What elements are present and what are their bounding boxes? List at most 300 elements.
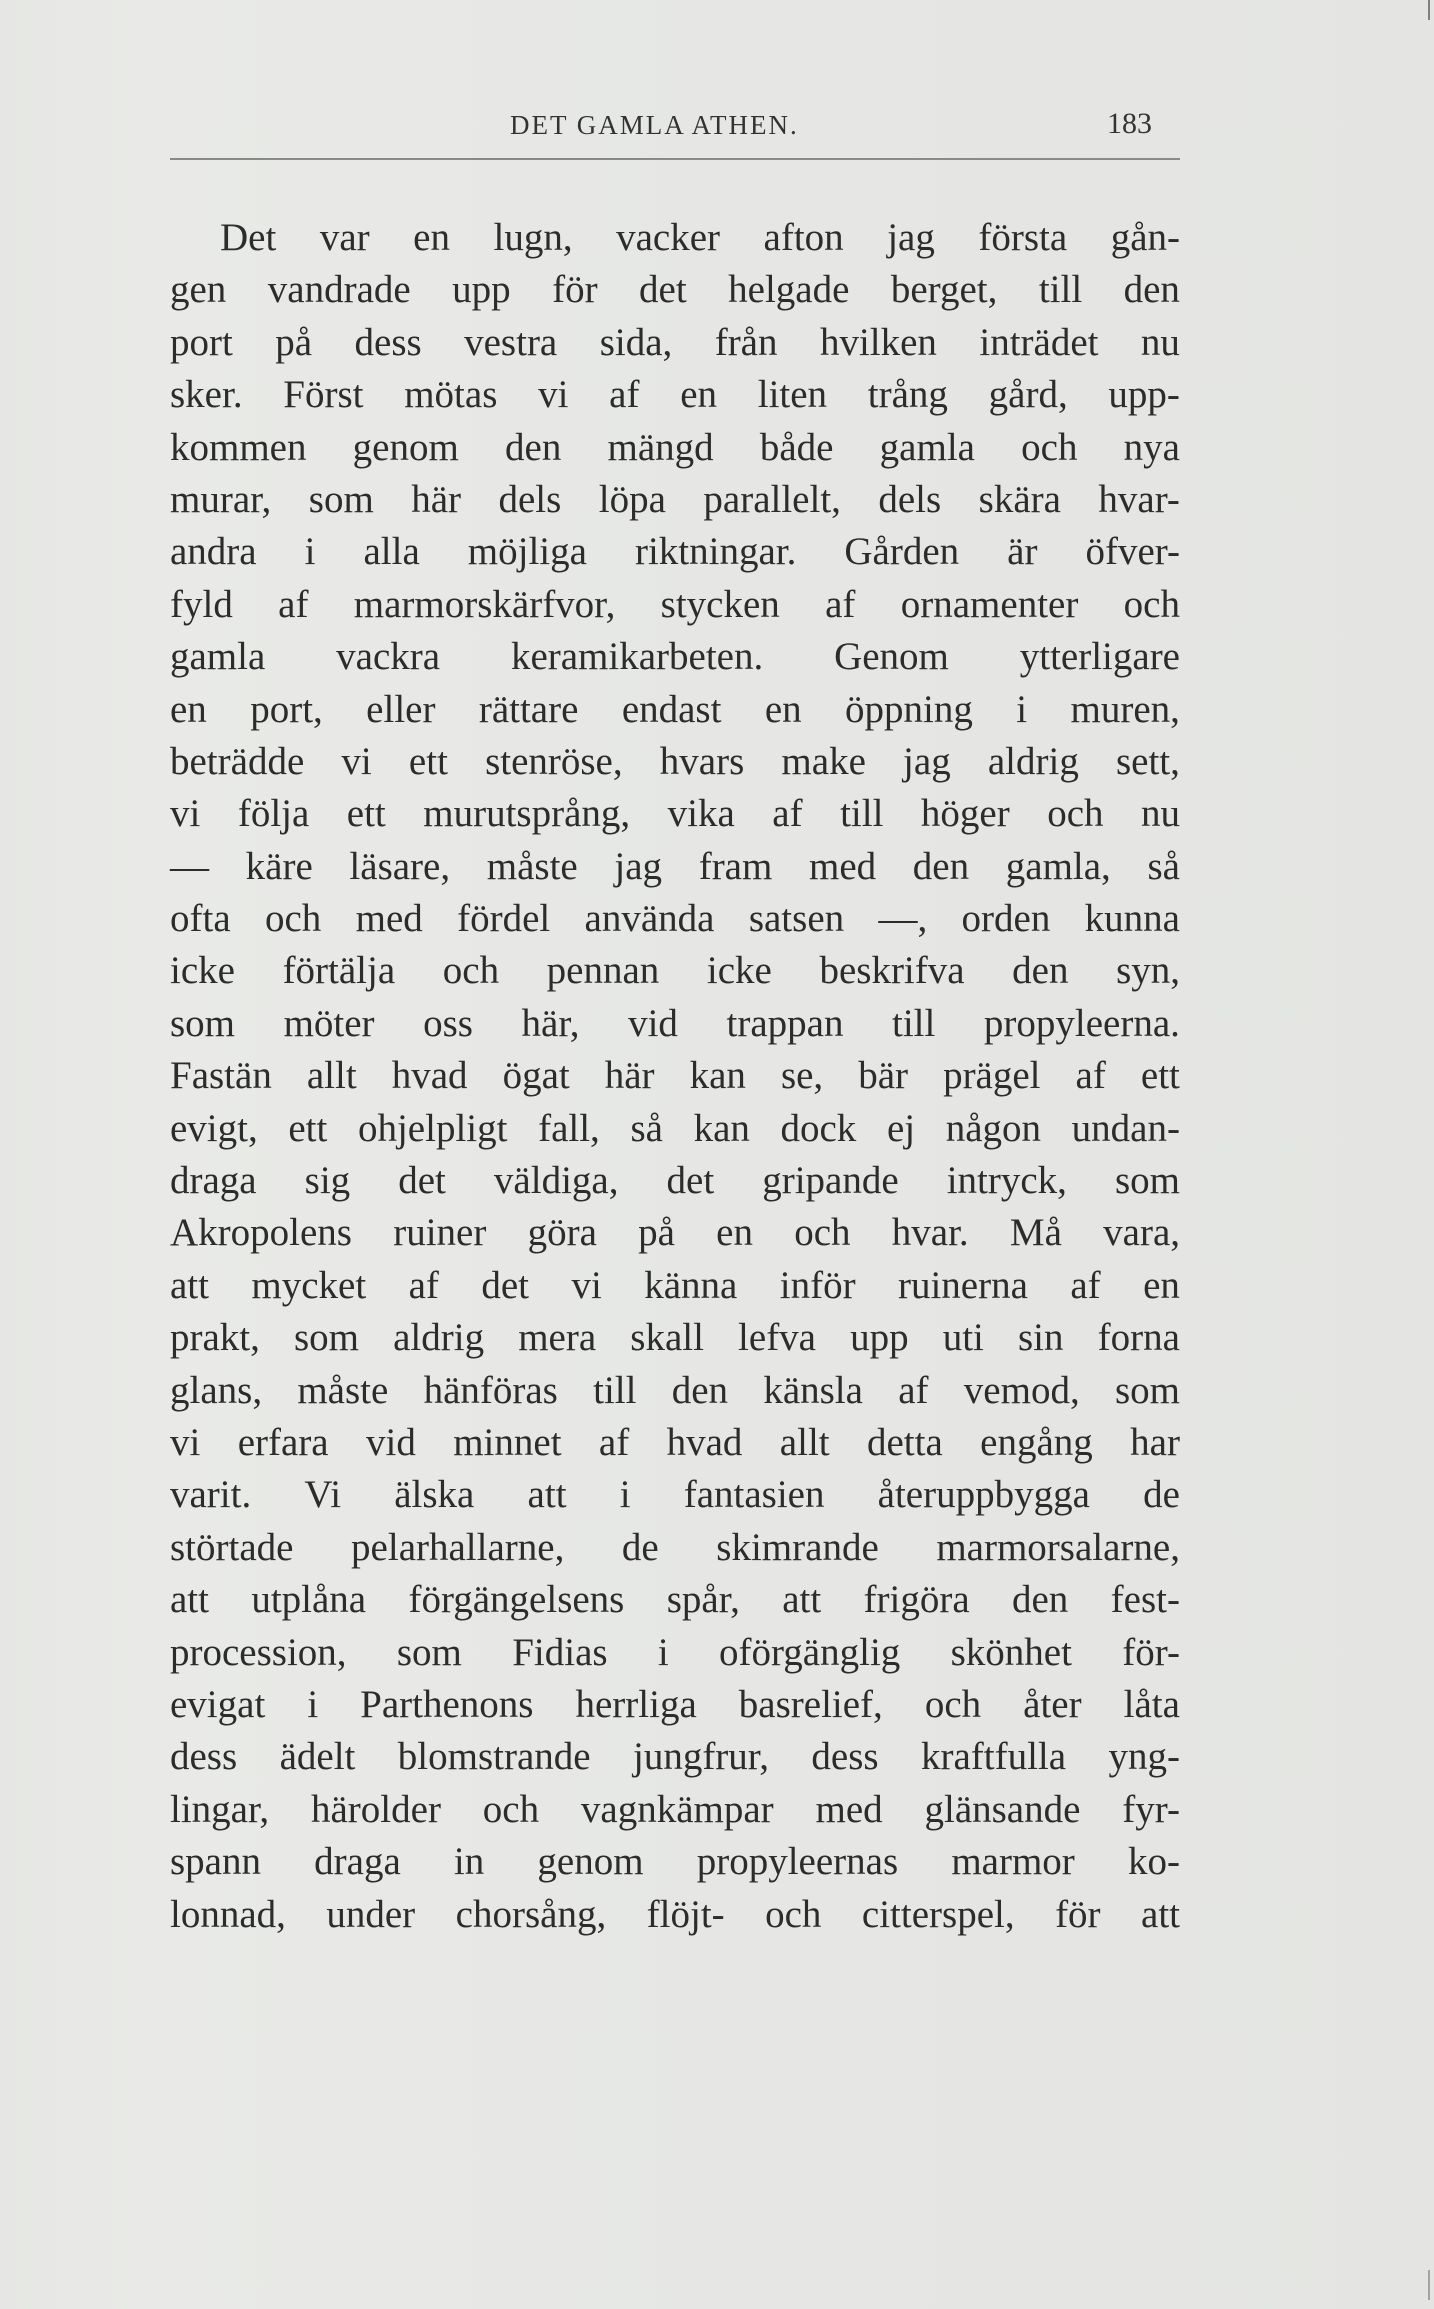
word: i <box>657 1630 669 1674</box>
word: till <box>593 1368 637 1412</box>
text-line <box>170 474 1180 526</box>
word: vackra <box>336 635 441 679</box>
word: öfver- <box>1085 530 1180 574</box>
word: evigat <box>170 1682 266 1726</box>
text-line <box>170 1522 1180 1574</box>
word: port <box>170 320 233 364</box>
word: hvilken <box>819 320 937 364</box>
word: vi <box>571 1263 602 1307</box>
word: en <box>170 687 207 731</box>
word: löpa <box>598 477 666 521</box>
word: glänsande <box>924 1787 1081 1831</box>
running-head: DET GAMLA ATHEN. <box>510 110 799 140</box>
word: skära <box>978 477 1061 521</box>
word: murar, <box>170 477 272 521</box>
word: icke <box>706 949 772 993</box>
word: dels <box>878 477 942 521</box>
word: hvad <box>666 1420 743 1464</box>
word: prakt, <box>170 1316 260 1360</box>
text-line <box>170 369 1180 421</box>
word: vacker <box>616 216 721 259</box>
word: Fidias <box>512 1630 608 1674</box>
word: marmorskärfvor, <box>353 582 616 626</box>
word: ruiner <box>393 1211 487 1255</box>
word: ohjelpligt <box>357 1106 508 1150</box>
word: syn, <box>1116 949 1180 993</box>
word: —, <box>878 897 928 941</box>
word: åter <box>1023 1682 1082 1726</box>
word: en <box>413 216 450 259</box>
word: engång <box>980 1420 1093 1464</box>
word: väldiga, <box>493 1159 619 1203</box>
word: första <box>978 216 1068 259</box>
word: som <box>308 477 374 521</box>
word: basrelief, <box>738 1682 883 1726</box>
word: alla <box>363 530 420 574</box>
word: ädelt <box>279 1735 356 1779</box>
word: ofta <box>170 897 231 941</box>
word: minnet <box>453 1420 562 1464</box>
word: ett <box>346 792 386 836</box>
text-line <box>170 1627 1180 1679</box>
word: flöjt- <box>646 1892 725 1936</box>
word: göra <box>527 1211 597 1255</box>
word: af <box>408 1263 439 1307</box>
word: aldrig <box>987 739 1079 783</box>
word: skönhet <box>950 1630 1072 1674</box>
word: vara, <box>1103 1211 1180 1255</box>
word: trappan <box>726 1001 844 1045</box>
word: procession, <box>170 1630 347 1674</box>
word: en <box>764 687 802 731</box>
word: störtade <box>170 1525 294 1569</box>
word: af <box>898 1368 929 1412</box>
word: se, <box>780 1054 824 1098</box>
word: återuppbygga <box>877 1473 1090 1517</box>
word: kunna <box>1084 897 1180 941</box>
word: citterspel, <box>861 1892 1015 1936</box>
word: mängd <box>607 425 714 469</box>
text-line <box>170 1365 1180 1417</box>
word: och <box>794 1211 851 1255</box>
word: yng- <box>1108 1735 1180 1779</box>
text-line <box>170 841 1180 893</box>
word: vagnkämpar <box>580 1787 774 1831</box>
text-line <box>170 631 1180 683</box>
word: stenröse, <box>485 739 623 783</box>
word: till <box>1038 268 1083 312</box>
word: förgängelsens <box>408 1578 625 1622</box>
word: ett <box>288 1106 328 1150</box>
word: sett, <box>1115 739 1180 783</box>
word: i <box>307 1682 319 1726</box>
word: den <box>1123 268 1180 312</box>
word: vi <box>341 739 372 783</box>
word: Vi <box>304 1473 342 1517</box>
word: förtälja <box>282 949 396 993</box>
word: att <box>170 1578 209 1622</box>
word: och <box>264 897 322 941</box>
word: käre <box>245 844 313 888</box>
word: helgade <box>728 268 850 312</box>
word: kraftfulla <box>920 1735 1067 1779</box>
word: intryck, <box>946 1159 1067 1203</box>
word: gamla <box>170 635 266 679</box>
word: ögat <box>502 1054 570 1098</box>
word: spår, <box>666 1578 740 1622</box>
word: gån- <box>1110 216 1180 259</box>
word: under <box>326 1892 416 1936</box>
word: nu <box>1140 320 1180 364</box>
word: muren, <box>1070 687 1180 731</box>
word: att <box>1141 1892 1180 1936</box>
word: aldrig <box>393 1316 485 1360</box>
page-header <box>170 98 1180 160</box>
text-line <box>170 893 1180 945</box>
word: det <box>481 1263 530 1307</box>
word: prägel <box>943 1054 1041 1098</box>
word: lingar, <box>170 1787 270 1831</box>
word: dess <box>811 1735 879 1779</box>
word: fall, <box>538 1106 600 1150</box>
word: fyr- <box>1122 1787 1180 1831</box>
word: sida, <box>599 320 673 364</box>
word: den <box>1012 949 1069 993</box>
word: gripande <box>762 1159 899 1203</box>
word: för <box>552 268 598 312</box>
word: ett <box>1140 1054 1180 1098</box>
word: med <box>355 897 423 941</box>
text-line <box>170 998 1180 1050</box>
word: trång <box>867 373 948 417</box>
word: vika <box>667 792 735 836</box>
word: uti <box>942 1316 984 1360</box>
word: ej <box>886 1106 916 1150</box>
word: Genom <box>834 635 949 679</box>
word: fyld <box>170 582 233 626</box>
word: vandrade <box>267 268 411 312</box>
word: blomstrande <box>397 1735 591 1779</box>
text-line <box>170 1469 1180 1521</box>
word: en <box>716 1211 753 1255</box>
word: fest- <box>1110 1578 1180 1622</box>
text-line <box>170 526 1180 578</box>
text-line <box>170 1050 1180 1102</box>
word: pennan <box>546 949 660 993</box>
word: upp <box>452 268 511 312</box>
word: ett <box>408 739 448 783</box>
word: kan <box>689 1054 746 1098</box>
word: dess <box>354 320 422 364</box>
word: erfara <box>237 1420 329 1464</box>
word: vestra <box>464 320 558 364</box>
word: af <box>278 582 309 626</box>
word: chorsång, <box>455 1892 607 1936</box>
word: här <box>604 1054 655 1098</box>
word: kommen <box>170 425 307 469</box>
word: som <box>170 1001 236 1045</box>
word: satsen <box>748 897 845 941</box>
word: och <box>924 1682 982 1726</box>
word: och <box>1021 425 1078 469</box>
word: gen <box>170 268 227 312</box>
word: ornamenter <box>900 582 1079 626</box>
word: jag <box>903 739 951 783</box>
text-line <box>170 736 1180 788</box>
word: att <box>782 1578 822 1622</box>
word: lefva <box>738 1316 816 1360</box>
word: i <box>619 1473 631 1517</box>
word: att <box>170 1263 209 1307</box>
word: forna <box>1097 1316 1180 1360</box>
word: allt <box>779 1420 830 1464</box>
text-line <box>170 1574 1180 1626</box>
word: hvars <box>659 739 745 783</box>
page-number: 183 <box>1107 107 1152 140</box>
word: mycket <box>251 1263 367 1307</box>
word: gamla, <box>1005 844 1111 888</box>
word: här <box>411 477 462 521</box>
word: make <box>781 739 866 783</box>
text-line <box>170 684 1180 736</box>
word: spann <box>170 1840 261 1884</box>
word: genom <box>352 425 459 469</box>
word: eller <box>366 687 436 731</box>
word: upp <box>850 1316 909 1360</box>
word: dels <box>498 477 562 521</box>
text-line <box>170 1312 1180 1364</box>
word: jag <box>887 216 935 259</box>
word: som <box>396 1630 462 1674</box>
word: och <box>482 1787 540 1831</box>
word: pelarhallarne, <box>351 1525 565 1569</box>
word: så <box>630 1106 663 1150</box>
word: evigt, <box>170 1106 258 1150</box>
text-line <box>170 317 1180 369</box>
word: som <box>1114 1159 1180 1203</box>
word: liten <box>757 373 828 417</box>
word: i <box>1016 687 1028 731</box>
word: och <box>765 1892 822 1936</box>
text-line <box>170 945 1180 997</box>
word: möjliga <box>467 530 587 574</box>
word: med <box>815 1787 883 1831</box>
word: inträdet <box>979 320 1099 364</box>
word: orden <box>961 897 1051 941</box>
word: skimrande <box>716 1525 879 1569</box>
word: propyleerna. <box>983 1001 1180 1045</box>
word: den <box>671 1368 729 1412</box>
word: ko- <box>1127 1840 1180 1884</box>
word: herrliga <box>575 1682 697 1726</box>
word: draga <box>314 1840 401 1884</box>
word: det <box>639 268 687 312</box>
word: Det <box>220 216 277 259</box>
word: det <box>666 1159 715 1203</box>
word: vemod, <box>963 1368 1080 1412</box>
word: andra <box>170 530 257 574</box>
word: vid <box>628 1001 678 1045</box>
word: som <box>294 1316 360 1360</box>
word: hvar- <box>1098 477 1180 521</box>
word: fördel <box>457 897 551 941</box>
word: använda <box>584 897 715 941</box>
word: de <box>621 1525 659 1569</box>
scan-edge-mark <box>1428 0 1430 20</box>
word: stycken <box>660 582 780 626</box>
text-line <box>170 1679 1180 1731</box>
word: från <box>714 320 778 364</box>
word: älska <box>394 1473 475 1517</box>
word: lugn, <box>493 216 573 259</box>
word: sker. <box>170 373 243 417</box>
word: genom <box>537 1840 644 1884</box>
word: mera <box>518 1316 597 1360</box>
word: dock <box>780 1106 857 1150</box>
text-line <box>170 1731 1180 1783</box>
word: rättare <box>478 687 579 731</box>
word: jungfrur, <box>632 1735 769 1779</box>
word: af <box>598 1420 630 1464</box>
word: riktningar. <box>634 530 797 574</box>
word: upp- <box>1108 373 1180 417</box>
word: bär <box>858 1054 909 1098</box>
word: utplåna <box>251 1578 367 1622</box>
word: som <box>1114 1368 1180 1412</box>
word: med <box>808 844 877 888</box>
word: den <box>505 425 562 469</box>
word: i <box>304 530 316 574</box>
word: beträdde <box>170 739 305 783</box>
word: ytterligare <box>1019 635 1180 679</box>
word: på <box>275 320 313 364</box>
text-line <box>170 1417 1180 1469</box>
word: låta <box>1123 1682 1180 1726</box>
word: vid <box>366 1420 416 1464</box>
word: för <box>1055 1892 1101 1936</box>
word: glans, <box>170 1368 263 1412</box>
word: marmor <box>951 1840 1075 1884</box>
word: nu <box>1140 792 1180 836</box>
word: på <box>638 1211 675 1255</box>
word: mötas <box>404 373 498 417</box>
word: den <box>912 844 970 888</box>
word: sin <box>1018 1316 1064 1360</box>
word: af <box>1075 1054 1106 1098</box>
text-line <box>170 264 1180 316</box>
word: måste <box>297 1368 389 1412</box>
word: hvad <box>391 1054 468 1098</box>
word: propyleernas <box>696 1840 899 1884</box>
word: Parthenons <box>360 1682 534 1726</box>
word: den <box>1012 1578 1069 1622</box>
word: vi <box>170 792 201 836</box>
word: lonnad, <box>170 1892 286 1936</box>
word: draga <box>170 1159 257 1203</box>
word: in <box>453 1840 485 1884</box>
word: parallelt, <box>703 477 841 521</box>
word: var <box>319 216 370 259</box>
word: Akropolens <box>170 1211 352 1255</box>
word: och <box>1047 792 1104 836</box>
text-line <box>170 212 1180 264</box>
word: en <box>1143 1263 1180 1307</box>
word: en <box>680 373 718 417</box>
word: jag <box>614 844 663 888</box>
word: här, <box>521 1001 580 1045</box>
word: gamla <box>879 425 975 469</box>
word: Gården <box>844 530 960 574</box>
word: fantasien <box>683 1473 825 1517</box>
word: marmorsalarne, <box>936 1525 1180 1569</box>
word: afton <box>763 216 844 259</box>
word: någon <box>945 1106 1042 1150</box>
word: detta <box>867 1420 943 1464</box>
word: fram <box>698 844 773 888</box>
word: höger <box>920 792 1010 836</box>
word: undan- <box>1071 1106 1180 1150</box>
word: följa <box>237 792 310 836</box>
word: kan <box>693 1106 750 1150</box>
word: icke <box>170 949 235 993</box>
word: frigöra <box>863 1578 970 1622</box>
word: Må <box>1009 1211 1062 1255</box>
text-line <box>170 1103 1180 1155</box>
word: — <box>170 844 209 888</box>
body-text <box>170 212 1180 1941</box>
word: endast <box>621 687 722 731</box>
text-line <box>170 1155 1180 1207</box>
word: gård, <box>988 373 1068 417</box>
word: oförgänglig <box>719 1630 901 1674</box>
text-line <box>170 788 1180 840</box>
word: keramikarbeten. <box>510 635 764 679</box>
text-line <box>170 579 1180 631</box>
word: både <box>759 425 834 469</box>
word: sig <box>304 1159 351 1203</box>
word: Fastän <box>170 1054 272 1098</box>
word: till <box>892 1001 936 1045</box>
word: ruinerna <box>897 1263 1028 1307</box>
word: berget, <box>890 268 998 312</box>
text-line <box>170 1207 1180 1259</box>
text-line <box>170 1260 1180 1312</box>
word: öppning <box>845 687 973 731</box>
word: port, <box>250 687 323 731</box>
word: skall <box>630 1316 704 1360</box>
word: beskrifva <box>819 949 965 993</box>
word: det <box>398 1159 446 1203</box>
word: till <box>840 792 884 836</box>
word: läsare, <box>349 844 451 888</box>
scan-edge-mark-bottom <box>1428 2270 1430 2300</box>
word: att <box>527 1473 567 1517</box>
word: nya <box>1123 425 1180 469</box>
text-line <box>170 1784 1180 1836</box>
word: så <box>1147 844 1180 888</box>
word: och <box>1123 582 1180 626</box>
word: Först <box>283 373 364 417</box>
word: af <box>1070 1263 1101 1307</box>
word: känna <box>644 1263 738 1307</box>
word: och <box>442 949 500 993</box>
word: har <box>1130 1420 1180 1464</box>
word: möter <box>283 1001 375 1045</box>
word: hvar. <box>891 1211 969 1255</box>
word: är <box>1007 530 1038 574</box>
word: vi <box>170 1420 201 1464</box>
word: af <box>825 582 856 626</box>
